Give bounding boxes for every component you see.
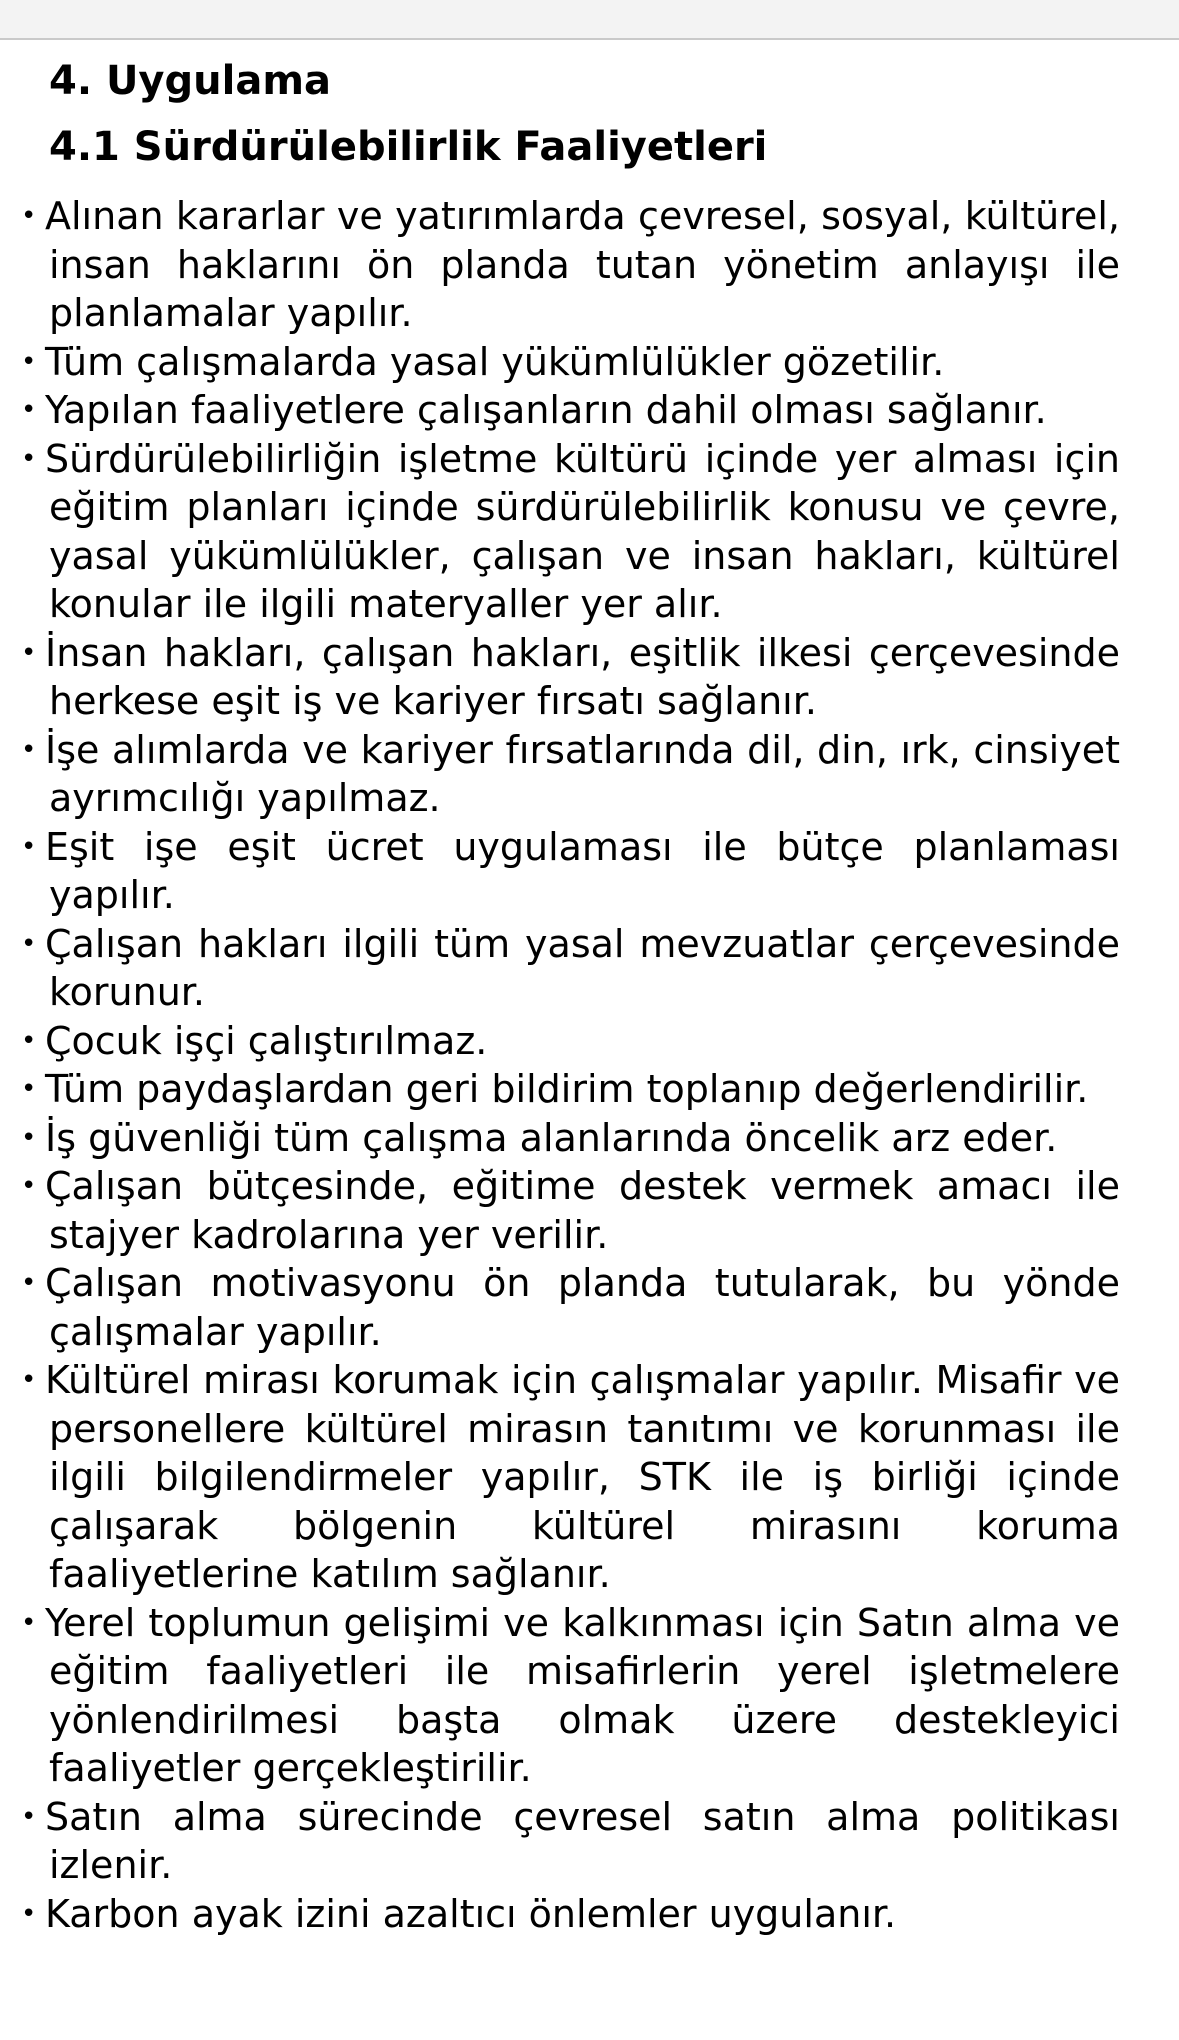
list-item (21, 1017, 1120, 1066)
list-item (21, 386, 1120, 435)
list-item (21, 920, 1120, 1017)
activities-list (0, 192, 1179, 1938)
list-item-text: İş güvenliği tüm çalışma alanlarında öncelik arz eder. (45, 1115, 1058, 1160)
list-item (21, 1356, 1120, 1599)
list-item (21, 192, 1120, 338)
list-item (21, 1793, 1120, 1890)
bullet-icon: • (21, 1801, 37, 1832)
list-item (21, 726, 1120, 823)
bullet-icon: • (21, 1898, 37, 1929)
list-item-text: Eşit işe eşit ücret uygulaması ile bütçe planlaması yapılır. (45, 824, 1120, 917)
list-item-text: Satın alma sürecinde çevresel satın alma politikası izlenir. (45, 1794, 1120, 1887)
list-item-text: Alınan kararlar ve yatırımlarda çevresel, sosyal, kültürel, insan haklarını ön planda tutan yönetim anlayışı ile planlamalar yapılır. (45, 194, 1120, 335)
list-item (21, 629, 1120, 726)
section-heading: 4. Uygulama (49, 58, 331, 104)
list-item (21, 1259, 1120, 1356)
list-item (21, 1890, 1120, 1939)
list-item-text: Karbon ayak izini azaltıcı önlemler uygulanır. (45, 1891, 897, 1936)
bullet-icon: • (21, 1171, 37, 1201)
bullet-icon: • (21, 734, 37, 765)
list-item-text: Kültürel mirası korumak için çalışmalar yapılır. Misafir ve personellere kültürel mirasın tanıtımı ve korunması ile ilgili bilgilendirmeler yapılır, STK ile iş birliği içinde çalışarak bölgenin kültürel mirasını koruma faaliyetlerine katılım sağlanır. (45, 1358, 1120, 1596)
list-item-text: Tüm çalışmalarda yasal yükümlülükler gözetilir. (45, 339, 945, 384)
bullet-icon: • (21, 928, 37, 959)
bullet-icon: • (21, 1365, 37, 1395)
bullet-icon: • (21, 443, 37, 474)
subsection-heading: 4.1 Sürdürülebilirlik Faaliyetleri (49, 124, 768, 170)
bullet-icon: • (21, 1607, 37, 1638)
list-item (21, 1065, 1120, 1114)
bullet-icon: • (21, 637, 37, 668)
bullet-icon: • (21, 346, 37, 377)
bullet-icon: • (21, 831, 37, 862)
top-toolbar (0, 0, 1179, 40)
list-item (21, 435, 1120, 629)
bullet-icon: • (21, 395, 37, 425)
document-body (0, 48, 1179, 1938)
list-item (21, 1114, 1120, 1163)
list-item-text: Çocuk işçi çalıştırılmaz. (45, 1018, 488, 1063)
list-item-text: Tüm paydaşlardan geri bildirim toplanıp değerlendirilir. (45, 1067, 1089, 1111)
list-item-text: Çalışan hakları ilgili tüm yasal mevzuatlar çerçevesinde korunur. (45, 921, 1120, 1014)
list-item-text: İşe alımlarda ve kariyer fırsatlarında dil, din, ırk, cinsiyet ayrımcılığı yapılmaz. (45, 727, 1120, 820)
list-item-text: Yapılan faaliyetlere çalışanların dahil olması sağlanır. (45, 388, 1047, 432)
list-item (21, 338, 1120, 387)
list-item (21, 1599, 1120, 1793)
bullet-icon: • (21, 201, 37, 231)
bullet-icon: • (21, 1074, 37, 1104)
list-item-text: Sürdürülebilirliğin işletme kültürü içinde yer alması için eğitim planları içinde sürdürülebilirlik konusu ve çevre, yasal yükümlülükler, çalışan ve insan hakları, kültürel konular ile ilgili materyaller yer alır. (45, 436, 1120, 626)
list-item-text: İnsan hakları, çalışan hakları, eşitlik ilkesi çerçevesinde herkese eşit iş ve kariyer fırsatı sağlanır. (45, 630, 1120, 723)
list-item (21, 823, 1120, 920)
bullet-icon: • (21, 1025, 37, 1056)
list-item-text: Çalışan motivasyonu ön planda tutularak, bu yönde çalışmalar yapılır. (45, 1261, 1120, 1354)
bullet-icon: • (21, 1122, 37, 1153)
list-item (21, 1162, 1120, 1259)
bullet-icon: • (21, 1268, 37, 1298)
list-item-text: Çalışan bütçesinde, eğitime destek vermek amacı ile stajyer kadrolarına yer verilir. (45, 1164, 1120, 1257)
list-item-text: Yerel toplumun gelişimi ve kalkınması için Satın alma ve eğitim faaliyetleri ile misafirlerin yerel işletmelere yönlendirilmesi başta olmak üzere destekleyici faaliyetler gerçekleştirilir. (45, 1600, 1120, 1790)
